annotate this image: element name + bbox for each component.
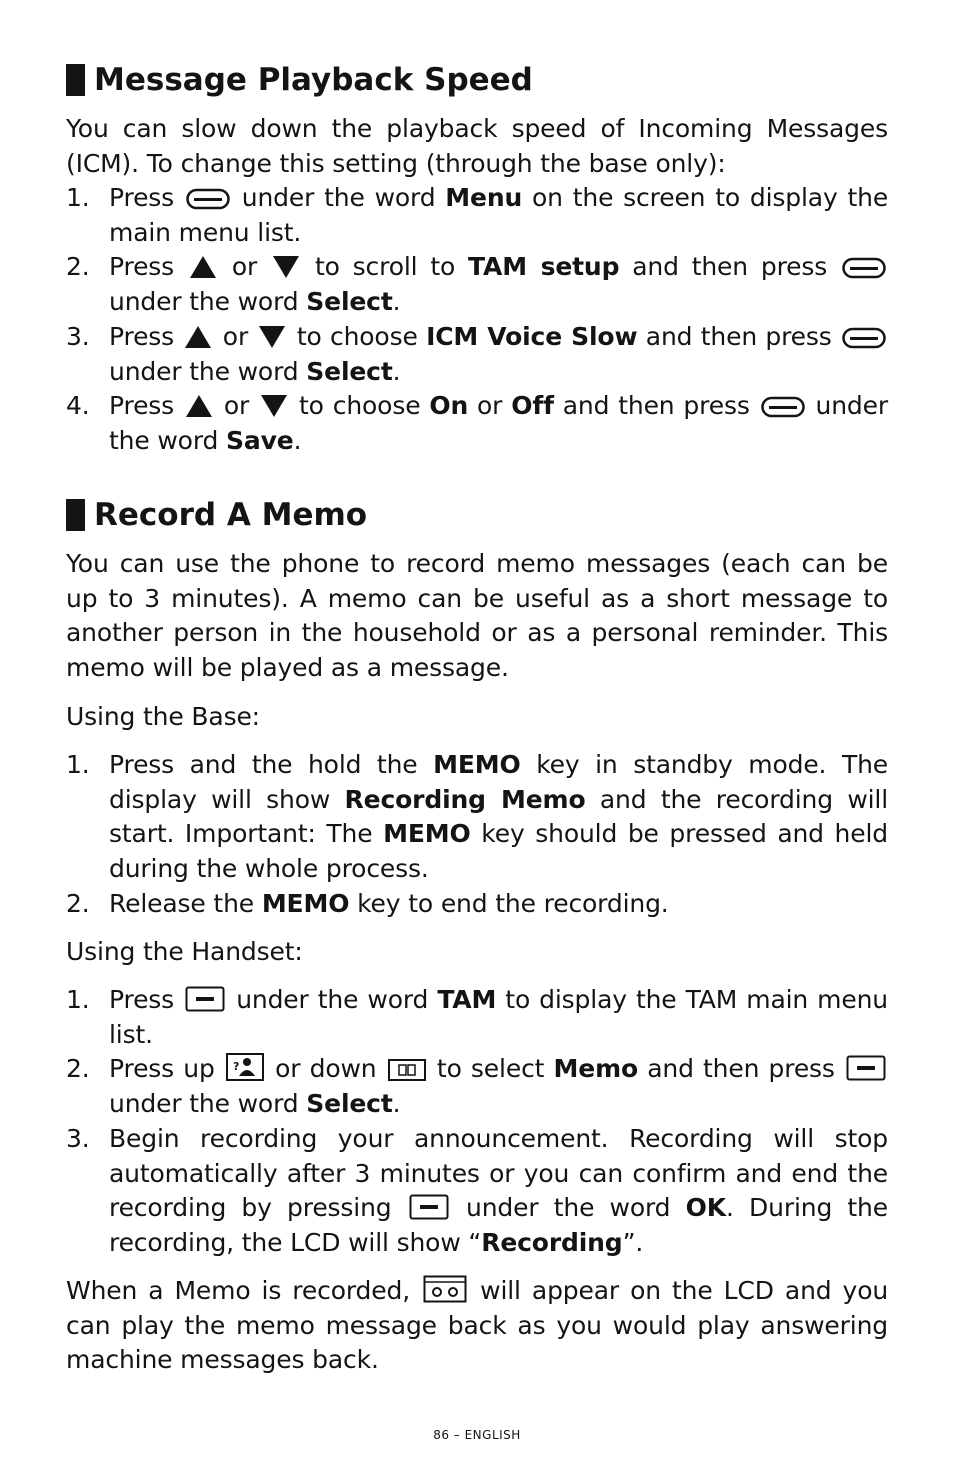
handset-soft-key-icon [409,1194,449,1220]
handset-step-1: 1. Press under the word TAM to display the TAM main menu list. [66,985,888,1049]
up-arrow-icon [189,255,217,279]
soft-key-icon [842,327,886,349]
section-title-playback-speed: Message Playback Speed [66,60,533,100]
using-handset-label: Using the Handset: [66,937,303,966]
section-title-record-memo: Record A Memo [66,495,367,535]
soft-key-icon [761,396,805,418]
handset-step-3: 3. Begin recording your announcement. Recording will stop automatically after 3 minutes or you can confirm and end the recording by pressing under the word OK. During the recording, the LCD will show “Recording”. [66,1123,888,1257]
down-arrow-icon [260,394,288,418]
down-arrow-icon [272,255,300,279]
section-marker-bar [66,499,85,531]
handset-soft-key-icon [185,986,225,1012]
down-arrow-icon [258,325,286,349]
playback-step-3: 3. Press or to choose ICM Voice Slow and then press under the word Select. [66,320,888,389]
memo-intro: You can use the phone to record memo messages (each can be up to 3 minutes). A memo can be useful as a short message to another person in the household or as a personal reminder. This memo will be played as a message. [66,549,888,683]
handset-steps [66,983,888,1261]
base-step-1: 1. Press and the hold the MEMO key in standby mode. The display will show Recording Memo and the recording will start. Important: The MEMO key should be pressed and held during the whole process. [66,750,888,884]
base-steps [66,748,888,922]
soft-key-icon [186,188,230,210]
playback-step-4: 4. Press or to choose On or Off and then press under the word Save. [66,391,889,455]
playback-step-2: 2. Press or to scroll to TAM setup and then press under the word Select. [66,250,888,319]
up-arrow-icon [185,394,213,418]
contacts-key-icon [226,1053,264,1081]
svg-text:?: ? [232,1060,240,1074]
up-arrow-icon [184,325,212,349]
tape-memo-icon [423,1275,467,1303]
using-base-label: Using the Base: [66,702,260,731]
playback-step-1: 1. Press under the word Menu on the screen to display the main menu list. [66,183,889,247]
phonebook-key-icon [388,1059,426,1081]
playback-intro: You can slow down the playback speed of Incoming Messages (ICM). To change this setting (through the base only): [66,114,888,178]
handset-step-2: 2. Press up ? or down to select Memo and then press under the word Select. [66,1052,888,1121]
base-step-2: 2. Release the MEMO key to end the recording. [66,888,669,918]
page-footer: 86 – ENGLISH [433,1428,521,1442]
section-marker-bar [66,64,85,96]
handset-soft-key-icon [846,1055,886,1081]
playback-steps [66,181,888,459]
memo-outro: When a Memo is recorded, will appear on the LCD and you can play the memo message back as you would play answering machine messages back. [66,1276,889,1375]
soft-key-icon [842,257,886,279]
